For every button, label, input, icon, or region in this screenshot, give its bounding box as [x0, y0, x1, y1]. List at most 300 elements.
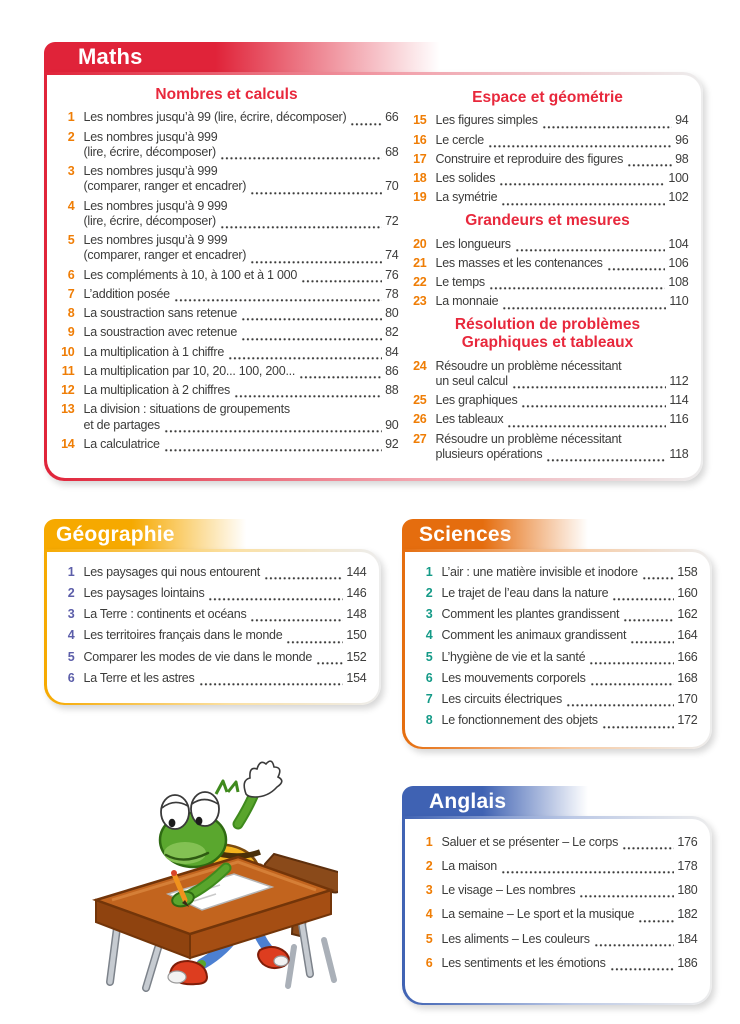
dots-leader [220, 148, 382, 160]
page-number: 100 [668, 171, 689, 186]
chapter-number: 7 [425, 692, 433, 706]
toc-line [442, 586, 698, 601]
page-number: 74 [385, 248, 399, 263]
toc-entry [84, 628, 367, 643]
toc-item [407, 171, 689, 186]
chapter-title: Les paysages lointains [83, 585, 205, 600]
toc-line [436, 133, 689, 148]
toc-item [413, 650, 698, 665]
toc-entry [436, 294, 689, 309]
section-anglais-frame [402, 816, 712, 1005]
toc-line [84, 130, 399, 145]
toc-line [436, 152, 689, 167]
chapter-number: 20 [413, 236, 427, 251]
chapter-number: 15 [413, 113, 427, 128]
chapter-title: Comparer les modes de vie dans le monde [83, 649, 313, 664]
dots-leader [264, 568, 343, 580]
chapter-title: La semaine – Le sport et la musique [441, 907, 635, 922]
toc-line [436, 256, 689, 271]
toc-line [436, 393, 689, 408]
dots-leader [501, 862, 674, 874]
section-maths-frame [44, 72, 703, 481]
toc-entry [442, 956, 698, 971]
toc-item [407, 256, 689, 271]
toc-entry [84, 345, 399, 360]
dots-leader [638, 911, 674, 923]
toc-item [407, 393, 689, 408]
dots-leader [542, 117, 672, 129]
dots-leader [521, 396, 666, 408]
toc-item [55, 268, 399, 283]
dots-leader [299, 367, 382, 379]
toc-line [84, 650, 367, 665]
toc-entry [84, 650, 367, 665]
dots-leader [566, 695, 674, 707]
toc-item [413, 692, 698, 707]
toc-line [84, 268, 399, 283]
section-geographie-tab [44, 519, 381, 549]
chapter-number: 4 [425, 628, 433, 643]
page-number: 104 [668, 236, 689, 251]
toc-entry [442, 713, 698, 728]
toc-item [55, 402, 399, 433]
chapter-number: 1 [425, 564, 433, 579]
chapter-title: (lire, écrire, décomposer) [83, 144, 216, 159]
toc-line [442, 907, 698, 922]
toc-entry [84, 402, 399, 433]
chapter-number: 5 [425, 649, 433, 664]
maths-right-column [407, 83, 689, 467]
dots-leader [174, 290, 382, 302]
toc-line [84, 628, 367, 643]
chapter-title: Résoudre un problème nécessitant [435, 431, 622, 446]
toc-entry [436, 432, 689, 463]
chapter-title: Les aliments – Les couleurs [441, 931, 590, 946]
page-number: 88 [385, 383, 399, 398]
dots-leader [507, 416, 666, 428]
toc-item [407, 190, 689, 205]
page-number: 186 [677, 955, 698, 970]
toc-item [413, 713, 698, 728]
chapter-title: Les mouvements corporels [441, 670, 586, 685]
toc-item [55, 130, 399, 161]
toc-entry [442, 628, 698, 643]
section-anglais-body [405, 819, 710, 1003]
dots-leader [301, 271, 382, 283]
group-heading: Grandeurs et mesures [465, 211, 630, 229]
toc-item [413, 628, 698, 643]
chapter-number: 24 [413, 358, 427, 373]
toc-line [84, 437, 399, 452]
toc-entry [84, 199, 399, 230]
chapter-number: 2 [425, 858, 433, 873]
toc-line [436, 190, 689, 205]
toc-item [55, 110, 399, 125]
chapter-title: Le cercle [435, 132, 484, 147]
chapter-title: Les masses et les contenances [435, 255, 603, 270]
toc-entry [84, 130, 399, 161]
page-number: 154 [346, 670, 367, 685]
chapter-title: La soustraction sans retenue [83, 306, 238, 321]
toc-item [55, 345, 399, 360]
chapter-number: 7 [67, 286, 75, 301]
toc-item [55, 199, 399, 230]
toc-item [407, 133, 689, 148]
dots-leader [499, 174, 665, 186]
page-number: 84 [385, 344, 399, 359]
toc-entry [442, 607, 698, 622]
chapter-title: Les tableaux [435, 412, 504, 427]
dots-leader [602, 717, 675, 729]
toc-entry [442, 586, 698, 601]
toc-line [84, 248, 399, 263]
chapter-title: Les territoires français dans le monde [83, 628, 283, 643]
chapter-number: 3 [67, 607, 75, 621]
toc-line [442, 883, 698, 898]
chapter-title: Les nombres jusqu’à 999 [83, 164, 218, 179]
toc-line [442, 565, 698, 580]
dots-leader [228, 348, 382, 360]
toc-line [84, 586, 367, 601]
chapter-number: 11 [61, 363, 75, 378]
toc-line [84, 402, 399, 417]
section-title: Sciences [419, 522, 512, 546]
toc-item [55, 233, 399, 264]
toc-line [84, 233, 399, 248]
dots-leader [610, 959, 675, 971]
toc-entry [442, 692, 698, 707]
chapter-title: Les nombres jusqu’à 99 (lire, écrire, décomposer) [83, 110, 347, 125]
page-number: 152 [346, 649, 367, 664]
chapter-title: La division : situations de groupements [83, 402, 290, 417]
dots-leader [234, 386, 382, 398]
section-title: Anglais [429, 789, 507, 813]
toc-item [55, 164, 399, 195]
group-heading: Résolution de problèmes Graphiques et tableaux [454, 315, 641, 351]
dots-leader [623, 610, 674, 622]
chapter-title: un seul calcul [435, 373, 508, 388]
toc-entry [442, 650, 698, 665]
chapter-number: 4 [67, 198, 75, 213]
section-maths-tab [44, 42, 703, 72]
page-number: 178 [677, 858, 698, 873]
toc-line [442, 628, 698, 643]
dots-leader [512, 377, 667, 389]
toc-entry [84, 268, 399, 283]
toc-entry [442, 565, 698, 580]
chapter-number: 6 [425, 670, 433, 685]
toc-line [84, 145, 399, 160]
toc-entry [84, 565, 367, 580]
page-number: 158 [677, 564, 698, 579]
chapter-title: plusieurs opérations [435, 446, 543, 461]
dots-leader [488, 136, 672, 148]
dots-leader [316, 653, 343, 665]
chapter-number: 1 [425, 834, 433, 849]
page-number: 168 [677, 670, 698, 685]
page-number: 86 [385, 363, 399, 378]
section-geographie-frame [44, 549, 381, 705]
toc-item [407, 412, 689, 427]
dots-leader [208, 589, 343, 601]
toc-line [84, 287, 399, 302]
chapter-title: La calculatrice [83, 436, 160, 451]
section-sciences-frame [402, 549, 712, 749]
toc-entry [436, 152, 689, 167]
chapter-title: Comment les animaux grandissent [441, 628, 627, 643]
dots-leader [164, 440, 382, 452]
toc-line [84, 345, 399, 360]
toc-entry [84, 306, 399, 321]
section-geographie-body [47, 552, 379, 703]
dots-leader [501, 194, 665, 206]
toc-line [436, 412, 689, 427]
chapter-number: 23 [413, 294, 427, 309]
toc-line [436, 432, 689, 447]
toc-entry [84, 383, 399, 398]
toc-entry [436, 359, 689, 390]
page-number: 108 [668, 275, 689, 290]
toc-item [413, 565, 698, 580]
toc-entry [84, 110, 399, 125]
dots-leader [627, 155, 672, 167]
page-number: 164 [677, 628, 698, 643]
toc-item [55, 586, 367, 601]
toc-entry [84, 586, 367, 601]
toc-item [55, 306, 399, 321]
toc-line [84, 565, 367, 580]
chapter-title: La symétrie [435, 190, 498, 205]
toc-entry [436, 113, 689, 128]
chapter-title: Résoudre un problème nécessitant [435, 358, 622, 373]
chapter-title: La Terre et les astres [83, 670, 195, 685]
chapter-title: La multiplication à 1 chiffre [83, 344, 225, 359]
group-heading: Nombres et calculs [155, 85, 298, 103]
chapter-title: Le visage – Les nombres [441, 883, 576, 897]
dots-leader [515, 240, 666, 252]
page-number: 96 [675, 132, 689, 147]
chapter-number: 1 [67, 110, 75, 125]
toc-entry [84, 671, 367, 686]
chapter-number: 8 [67, 306, 75, 321]
page-number: 180 [677, 883, 698, 897]
chapter-number: 21 [413, 255, 427, 270]
dots-leader [607, 259, 666, 271]
page-number: 160 [677, 585, 698, 600]
toc-item [413, 956, 698, 971]
toc-line [442, 607, 698, 622]
dots-leader [250, 610, 343, 622]
page-number: 66 [385, 110, 399, 125]
chapter-number: 5 [67, 233, 75, 248]
chapter-number: 10 [61, 344, 75, 359]
chapter-title: Le fonctionnement des objets [441, 713, 598, 728]
dots-leader [590, 674, 675, 686]
page-number: 144 [346, 564, 367, 579]
dots-leader [642, 568, 675, 580]
section-title: Maths [78, 44, 143, 69]
dots-leader [502, 298, 666, 310]
page-number: 80 [385, 306, 399, 321]
chapter-number: 27 [413, 431, 427, 446]
toc-entry [436, 393, 689, 408]
toc-line [436, 447, 689, 462]
chapter-title: Saluer et se présenter – Le corps [441, 834, 619, 849]
toc-line [436, 237, 689, 252]
toc-line [442, 650, 698, 665]
toc-entry [436, 412, 689, 427]
toc-line [442, 835, 698, 850]
chapter-title: Les compléments à 10, à 100 et à 1 000 [83, 267, 298, 282]
toc-item [407, 294, 689, 309]
toc-item [413, 671, 698, 686]
toc-item [413, 883, 698, 898]
toc-line [84, 607, 367, 622]
page-number: 184 [677, 931, 698, 946]
chapter-number: 8 [425, 713, 433, 728]
toc-item [55, 650, 367, 665]
dots-leader [630, 632, 674, 644]
toc-entry [84, 164, 399, 195]
toc-entry [442, 883, 698, 898]
toc-entry [442, 859, 698, 874]
toc-line [442, 713, 698, 728]
toc-entry [442, 932, 698, 947]
toc-line [84, 179, 399, 194]
toc-line [436, 294, 689, 309]
chapter-number: 5 [425, 931, 433, 946]
toc-line [442, 859, 698, 874]
chapter-number: 17 [413, 151, 427, 166]
toc-entry [436, 237, 689, 252]
page-number: 90 [385, 417, 399, 432]
dots-leader [199, 674, 344, 686]
section-maths [44, 42, 703, 481]
dots-leader [579, 886, 674, 898]
toc-line [84, 671, 367, 686]
toc-line [84, 164, 399, 179]
chapter-number: 9 [67, 325, 75, 340]
chapter-number: 1 [67, 564, 75, 579]
chapter-title: Le temps [435, 275, 485, 290]
chapter-title: Les nombres jusqu’à 999 [83, 129, 218, 144]
toc-entry [84, 233, 399, 264]
chapter-number: 2 [425, 585, 433, 600]
toc-line [436, 374, 689, 389]
dots-leader [350, 114, 382, 126]
toc-item [407, 432, 689, 463]
dots-leader [612, 589, 674, 601]
toc-line [442, 692, 698, 707]
chapter-number: 3 [425, 607, 433, 621]
section-sciences-body [405, 552, 710, 747]
page-number: 182 [677, 907, 698, 922]
chapter-title: Comment les plantes grandissent [441, 607, 620, 621]
chapter-title: Les solides [435, 171, 496, 186]
page-number: 68 [385, 144, 399, 159]
chapter-number: 2 [67, 129, 75, 144]
section-anglais-tab [402, 786, 712, 816]
dots-leader [250, 183, 382, 195]
toc-item [407, 152, 689, 167]
toc-item [55, 628, 367, 643]
toc-line [84, 214, 399, 229]
toc-item [55, 383, 399, 398]
toc-item [407, 113, 689, 128]
frog-writing-at-desk-illustration [88, 752, 338, 992]
toc-item [413, 932, 698, 947]
page-number: 110 [669, 294, 689, 309]
toc-entry [436, 190, 689, 205]
chapter-title: (lire, écrire, décomposer) [83, 213, 216, 228]
chapter-title: La Terre : continents et océans [83, 607, 247, 621]
section-geographie [44, 519, 381, 705]
dots-leader [594, 935, 675, 947]
toc-line [84, 110, 399, 125]
maths-left-column [55, 83, 399, 467]
toc-line [436, 275, 689, 290]
toc-entry [436, 256, 689, 271]
toc-line [84, 199, 399, 214]
toc-item [55, 607, 367, 622]
chapter-title: et de partages [83, 417, 160, 432]
chapter-title: Les figures simples [435, 113, 538, 128]
chapter-title: La multiplication à 2 chiffres [83, 383, 231, 398]
toc-entry [442, 835, 698, 850]
section-sciences [402, 519, 712, 749]
toc-entry [84, 364, 399, 379]
page-number: 112 [669, 373, 689, 388]
group-heading: Espace et géométrie [472, 88, 623, 106]
chapter-title: La monnaie [435, 294, 499, 309]
toc-item [55, 364, 399, 379]
chapter-title: Le trajet de l’eau dans la nature [441, 585, 609, 600]
chapter-number: 4 [425, 907, 433, 922]
dots-leader [241, 329, 382, 341]
chapter-number: 25 [413, 393, 427, 408]
chapter-title: L’air : une matière invisible et inodore [441, 564, 638, 579]
page-number: 118 [669, 446, 689, 461]
chapter-number: 6 [67, 670, 75, 685]
toc-item [407, 237, 689, 252]
chapter-number: 4 [67, 628, 75, 643]
toc-entry [436, 133, 689, 148]
toc-line [442, 932, 698, 947]
chapter-title: Les longueurs [435, 236, 511, 251]
dots-leader [589, 653, 674, 665]
dots-leader [622, 838, 674, 850]
chapter-number: 16 [413, 132, 427, 147]
page-number: 78 [385, 286, 399, 301]
toc-line [436, 359, 689, 374]
chapter-number: 26 [413, 412, 427, 427]
dots-leader [250, 252, 382, 264]
page-number: 146 [346, 585, 367, 600]
page-number: 102 [668, 190, 689, 205]
toc-entry [442, 907, 698, 922]
chapter-number: 6 [425, 955, 433, 970]
chapter-title: Construire et reproduire des figures [435, 151, 624, 166]
chapter-title: La soustraction avec retenue [83, 325, 238, 340]
page-number: 76 [385, 267, 399, 282]
section-title: Géographie [56, 522, 175, 546]
chapter-title: Les nombres jusqu’à 9 999 [83, 233, 228, 248]
chapter-title: La maison [441, 858, 497, 873]
page-number: 98 [675, 151, 689, 166]
chapter-number: 19 [413, 190, 427, 205]
chapter-number: 5 [67, 649, 75, 664]
dots-leader [286, 632, 343, 644]
